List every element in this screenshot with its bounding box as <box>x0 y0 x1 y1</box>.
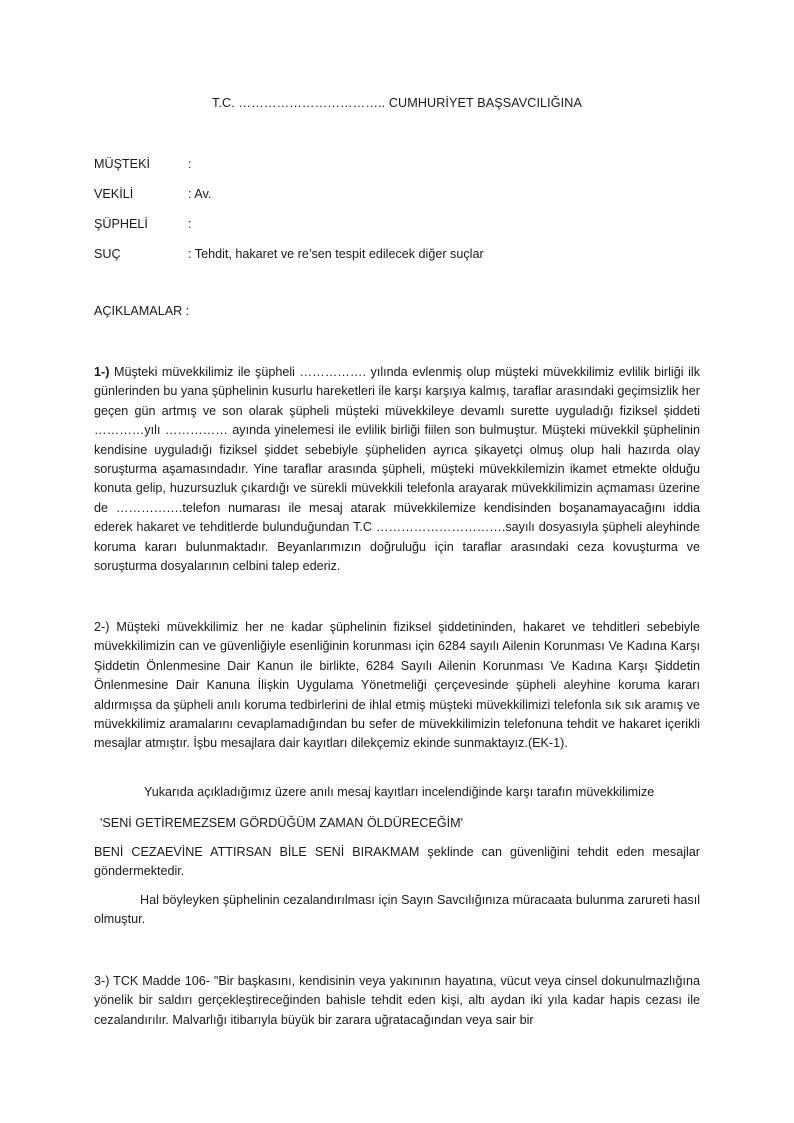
paragraph-3: 3-) TCK Madde 106- "Bir başkasını, kendisinin veya yakınının hayatına, vücut veya cinsel dokunulmazlığına yönelik bir saldırı gerçekleştireceğinden bahisle tehdit eden kişi, altı aydan iki yıla kadar hapis cezası ile cezalandırılır. Malvarlığı itibarıyla büyük bir zarara uğratacağından veya sair bir <box>94 974 700 1027</box>
party-value: : Av. <box>188 187 212 201</box>
party-value: : <box>188 157 192 171</box>
explanations-heading: AÇIKLAMALAR : <box>94 304 190 318</box>
party-value: : Tehdit, hakaret ve re’sen tespit edilecek diğer suçlar <box>188 247 484 261</box>
party-value: : <box>188 217 192 231</box>
threat-quote-1: 'SENİ GETİREMEZSEM GÖRDÜĞÜM ZAMAN ÖLDÜRECEĞİM' <box>100 816 464 830</box>
party-label: VEKİLİ <box>94 187 134 201</box>
paragraph-number: 1-) <box>94 365 110 379</box>
paragraph-2-conclusion: Hal böyleyken şüphelinin cezalandırılması için Sayın Savcılığınıza müracaata bulunma zarureti hasıl olmuştur. <box>94 893 700 927</box>
paragraph-2-followup: Yukarıda açıkladığımız üzere anılı mesaj kayıtları incelendiğinde karşı tarafın müvekkilimize <box>144 785 655 799</box>
threat-quote-2: BENİ CEZAEVİNE ATTIRSAN BİLE SENİ BIRAKMAM şeklinde can güvenliğini tehdit eden mesajlar göndermektedir. <box>94 845 700 879</box>
paragraph-2: 2-) Müşteki müvekkilimiz her ne kadar şüphelinin fiziksel şiddetininden, hakaret ve tehditleri sebebiyle müvekkilimizin can ve güvenliğiyle esenliğinin korunması için 6284 sayılı Ailenin Korunması Ve Kadına Karşı Şiddetin Önlenmesine Dair Kanun ile birlikte, 6284 Sayılı Ailenin Korunması Ve Kadına Karşı Şiddetin Önlenmesine Dair Kanuna İlişkin Uygulama Yönetmeliği çerçevesinde şüpheli aleyhine koruma kararı aldırmışsa da şüpheli anılı koruma tedbirlerini de ihlal etmiş müşteki müvekkilimizi telefonla sık sık aramış ve müvekkilimiz aramalarını cevaplamadığından bu sefer de müvekkilimizin telefonuna tehdit ve hakaret içerikli mesajlar atmıştır. İşbu mesajlara dair kayıtları dilekçemiz ekinde sunmaktayız.(EK-1). <box>94 620 700 751</box>
party-label: MÜŞTEKİ <box>94 157 150 171</box>
page-title: T.C. …………………………….. CUMHURİYET BAŞSAVCILIĞINA <box>212 96 582 110</box>
party-label: ŞÜPHELİ <box>94 217 148 231</box>
paragraph-1 <box>94 363 700 576</box>
paragraph-1-text: Müşteki müvekkilimiz ile şüpheli ……………. yılında evlenmiş olup müşteki müvekkilimiz evlilik birliği ilk günlerinden bu yana şüphelinin kusurlu hareketleri ile karşı karşıya kalmış, taraflar arasındaki geçimsizlik her geçen gün artmış ve son olarak şüpheli müşteki müvekkileye devamlı surette uyguladığı fiziksel şiddeti …………yılı …………… ayında yinelemesi ile evlilik birliği fiilen son bulmuştur. Müşteki müvekkil şüphelinin kendisine uyguladığı fiziksel şiddet sebebiyle şüpheliden ayrıca şikayetçi olmuş olup hali hazırda olay soruşturma aşamasındadır. Yine taraflar arasında şüpheli, müşteki müvekkilemizin ikamet etmekte olduğu konuta gelip, huzursuzluk çıkardığı ve sürekli müvekkili telefonla arayarak müvekkilimizin açmaması üzerine de …………….telefon numarası ile mesaj atarak müvekkilemize kendisinden boşanamayacağını iddia ederek hakaret ve tehditlerde bulunduğundan T.C ………………………….sayılı dosyasıyla şüpheli aleyhinde koruma kararı bulunmaktadır. Beyanlarımızın doğruluğu için taraflar arasındaki ceza kovuşturma ve soruşturma dosyalarının celbini talep ederiz. <box>94 365 700 574</box>
party-label: SUÇ <box>94 247 121 261</box>
